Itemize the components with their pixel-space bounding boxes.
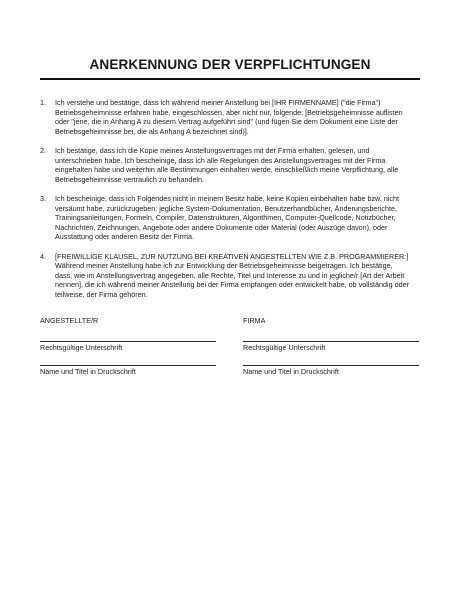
- item-text: Ich bestätige, dass ich die Kopie meines Anstellungsvertrages mit der Firma erhalten, gelesen, und unterschrieben habe. Ich bescheinige, dass ich alle Regelungen des Anstellungsvertrages mit der Firma eingehalten habe und weiterhin alle Bestimmungen einhalten werde, einschließlich meine Verpflichtung, alle Betriebsgeheimnisse vertraulich zu behandeln.: [55, 145, 399, 184]
- employee-signature-label: Rechtsgültige Unterschrift: [40, 343, 123, 352]
- company-signature-label: Rechtsgültige Unterschrift: [243, 343, 326, 352]
- employee-signature-line: [40, 341, 216, 342]
- item-text: [FREIWILLIGE KLAUSEL, ZUR NUTZUNG BEI KREATIVEN ANGESTELLTEN WIE Z.B. PROGRAMMIERER:] Während meiner Anstellung habe ich zur Entwicklung der Betriebsgeheimnisse beigetragen. Ich bestätige, dass, wie im Anstellungsvertrag angegeben, alle Rechte, Titel und Interesse zu und in jegliche/r [Art der Arbeit nennen], die ich während meiner Anstellung bei der Firma empfangen oder entwickelt habe, ob vollständig oder teilweise, der Firma gehören.: [55, 251, 410, 299]
- list-item: [40, 252, 410, 300]
- document-title: ANERKENNUNG DER VERPFLICHTUNGEN: [89, 57, 371, 72]
- item-number: 1.: [40, 98, 46, 107]
- list-item: [40, 146, 410, 184]
- item-number: 3.: [40, 193, 46, 203]
- item-text: Ich verstehe und bestätige, dass ich während meiner Anstellung bei [IHR FIRMENNAME] ("die Firma") Betriebsgeheimnisse erfahren habe, eingeschlossen, aber nicht nur, folgende: [Betriebsgeheimnisse auflisten oder "jene, die in Anhang A zu diesem Vertrag aufgeführt sind" (und fügen Sie dem Dokument eine Liste der Betriebsgeheimnisse bei, die als Anhang A bezeichnet sind)].: [55, 98, 403, 136]
- company-signature-line: [243, 341, 419, 342]
- company-heading: FIRMA: [243, 316, 266, 325]
- company-name-line: [243, 365, 419, 366]
- company-name-label: Name und Titel in Druckschrift: [243, 367, 339, 376]
- obligations-list: [40, 98, 410, 309]
- employee-name-label: Name und Titel in Druckschrift: [40, 367, 136, 376]
- item-text: Ich bescheinige, dass ich Folgendes nicht in meinem Besitz habe, keine Kopien einbehalten habe bzw. nicht versäumt habe, zurückzugeben: jegliche System-Dokumentation, Benutzerhandbücher, Änderungsberichte, Trainingsanleitungen, Formeln, Compiler, Datenstrukturen, Algorithmen, Computer-Quellcode, Notizbücher, Nachrichten, Zeichnungen, Angebote oder andere Dokumente oder Material (oder Auszüge davon), oder Ausstattung oder anderen Besitz der Firma.: [55, 193, 400, 242]
- employee-name-line: [40, 365, 216, 366]
- title-divider: [40, 78, 420, 80]
- item-number: 2.: [40, 145, 46, 155]
- item-number: 4.: [40, 251, 46, 261]
- list-item: [40, 98, 410, 136]
- list-item: [40, 194, 410, 242]
- employee-heading: ANGESTELLTE/R: [40, 316, 99, 325]
